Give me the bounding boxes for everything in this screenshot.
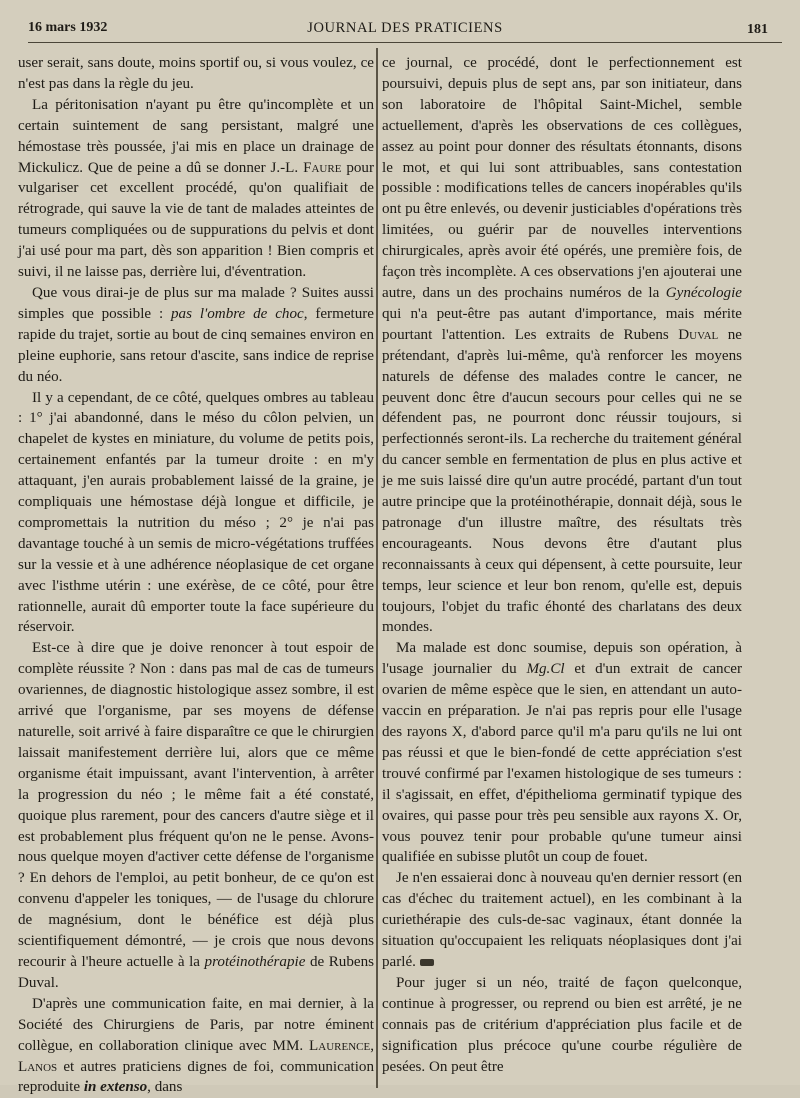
end-ornament-icon	[420, 959, 434, 966]
author-name: Lanos	[18, 1058, 58, 1075]
paragraph: Pour juger si un néo, traité de façon quelconque, continue à progresser, ou reprend ou bien est arrêté, je ne connais pas de critérium d'appréciation plus facile et de signification plus précoce qu'une courbe régulière de pesées. On peut être	[382, 974, 742, 1075]
journal-title: JOURNAL DES PRATICIENS	[307, 20, 503, 36]
left-column	[18, 53, 374, 1096]
paragraph: Je n'en essaierai donc à nouveau qu'en dernier ressort (en cas d'échec du traitement actuel), en les combinant à la curiethérapie des culs-de-sac vaginaux, étant donnée la situation qu'occupaient les reliquats néoplasiques dont j'ai parlé.	[382, 870, 742, 970]
paragraph: Est-ce à dire que je doive renoncer à tout espoir de complète réussite ? Non : dans pas mal de cas de tumeurs ovariennes, de diagnostic histologique assez sombre, il est arrivé que l'organisme, par ses moyens de défense naturelle, soit arrivé à faire disparaître ce que le chirurgien laissait manifestement derrière lui, alors que ce même organisme était impuissant, avant l'intervention, à arrêter la progression du néo ; le même fait a été constaté, quoique plus rarement, pour des cancers d'autre siège et il est probablement plus fréquent qu'on ne le pense. Avons-nous quelque moyen d'activer cette défense de l'organisme ? En dehors de l'emploi, au petit bonheur, de ce qu'on est convenu d'appeler les toniques, — de l'usage du chlorure de magnésium, dont le bénéfice est déjà plus scientifiquement démontré, — je crois que nous devons recourir à l'heure actuelle à la protéinothérapie de Rubens Duval.	[18, 640, 374, 991]
paragraph: Que vous dirai-je de plus sur ma malade ? Suites aussi simples que possible : pas l'ombre de choc, fermeture rapide du trajet, sortie au bout de cinq semaines environ en pleine euphorie, sans retour d'ascite, sans indice de reprise du néo.	[18, 284, 374, 385]
author-name: Laurence	[309, 1037, 371, 1054]
paragraph: user serait, sans doute, moins sportif ou, si vous voulez, ce n'est pas dans la règle du jeu.	[18, 55, 374, 92]
page-header	[28, 14, 782, 43]
header-date: 16 mars 1932	[28, 20, 108, 35]
column-divider	[376, 48, 378, 1088]
author-name: Faure	[303, 159, 342, 176]
paragraph: ce journal, ce procédé, dont le perfectionnement est poursuivi, depuis plus de sept ans, par son initiateur, dans son laboratoire de l'hôpital Saint-Michel, semble actuellement, d'après les observations de ces collègues, assez au point pour donner des résultats étonnants, disons le mot, et qui lui sont attribuables, sans contestation possible : modifications telles de cancers inopérables qu'ils ont pu être enlevés, ou devenir justiciables d'opérations très limitées, ou guérir par de nouvelles interventions chirurgicales, après avoir été opérés, une première fois, de façon très incomplète. A ces observations j'en ajouterai une autre, dans un des prochains numéros de la Gynécologie qui n'a peut-être pas autant d'importance, mais mérite pourtant l'attention. Les extraits de Rubens Duval ne prétendant, d'après lui-même, qu'à renforcer les moyens naturels de défense des malades contre le cancer, ne peuvent donc être d'aucun secours pour celles qui ne se défendent pas, ne pourront donc réussir toujours, si perfectionnés seront-ils. La recherche du traitement général du cancer semble en fermentation de plus en plus active et je me suis laissé dire qu'un autre procédé, partant d'un tout autre principe que la protéinothérapie, donnait déjà, sous le patronage d'un illustre maître, des résultats très encourageants. Nous devons être d'autant plus reconnaissants à ceux qui dépensent, à cette poursuite, leur temps, leur science et leur bon renom, qu'elle est, depuis toujours, l'objet du trafic éhonté des charlatans des deux mondes.	[382, 55, 742, 636]
author-name: Duval	[678, 326, 719, 343]
page-number: 181	[747, 22, 768, 37]
right-column	[382, 53, 742, 1083]
paragraph: Il y a cependant, de ce côté, quelques ombres au tableau : 1° j'ai abandonné, dans le méso du côlon pelvien, un chapelet de kystes en miniature, du volume de petits pois, certainement enfantés par la tumeur droite : en m'y attaquant, j'en aurais probablement laissé de la graine, je compliquais une hémostase déjà longue et difficile, je compromettais la nutrition du méso ; 2° je n'ai pas davantage touché à un semis de micro-végétations truffées sur la vessie et à une adhérence néoplasique de cet organe avec l'isthme utérin : une exérèse, de ce côté, pour être rationnelle, aurait dû emporter toute la face supérieure du réservoir.	[18, 389, 374, 636]
paragraph: Ma malade est donc soumise, depuis son opération, à l'usage journalier du Mg.Cl et d'un extrait de cancer ovarien de même espèce que le sien, en attendant un auto-vaccin en préparation. Je n'ai pas repris pour elle l'usage des rayons X, d'abord parce qu'il m'a paru qu'ils ne lui ont pas réussi et que le bien-fondé de cette appréciation s'est trouvé confirmé par l'examen histologique de ses tumeurs : il s'agissait, en effet, d'épithelioma germinatif typique des ovaires, qui passe pour très peu sensible aux rayons X. Or, vous pouvez tenir pour probable qu'une tumeur ainsi qualifiée en subisse plutôt un coup de fouet.	[382, 640, 742, 866]
paragraph: D'après une communication faite, en mai dernier, à la Société des Chirurgiens de Paris, par notre éminent collègue, en collaboration clinique avec MM. Laurence, Lanos et autres praticiens dignes de foi, communication reproduite in extenso, dans	[18, 995, 374, 1096]
paragraph: La péritonisation n'ayant pu être qu'incomplète et un certain suintement de sang persistant, malgré une hémostase très poussée, j'ai mis en place un drainage de Mickulicz. Que de peine a dû se donner J.-L. Faure pour vulgariser cet excellent procédé, qu'on qualifiait de rétrograde, qui sauve la vie de tant de malades atteintes de tumeurs compliquées ou de suppurations du pelvis et dont j'ai usé pour ma part, dès son apparition ! Bien compris et suivi, il ne laisse pas, derrière lui, d'éventration.	[18, 96, 374, 281]
